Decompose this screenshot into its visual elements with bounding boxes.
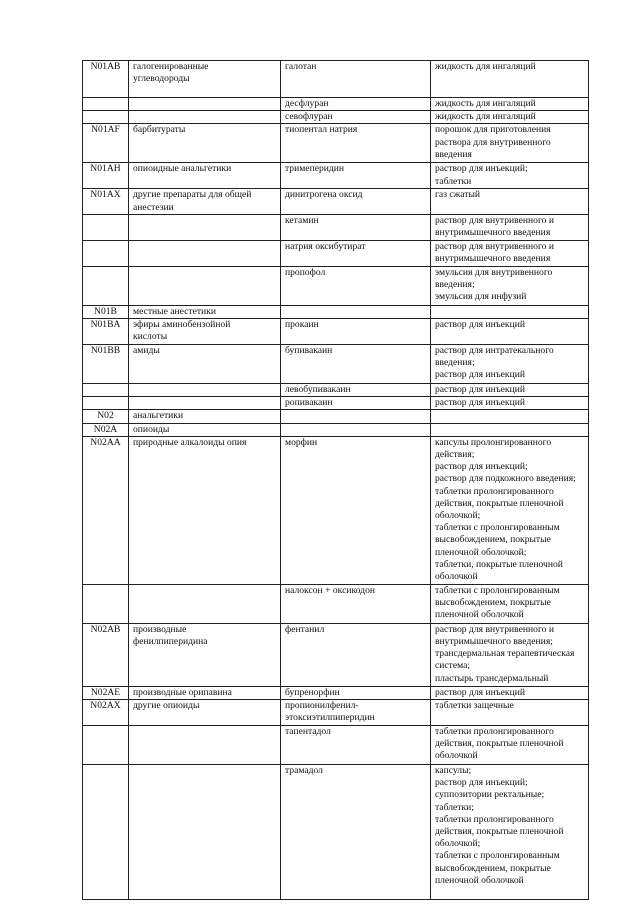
atc-group-cell: производные фенилпиперидина [129,623,281,686]
atc-code-cell: N02AE [83,686,129,699]
atc-group-cell [129,765,281,900]
atc-group-cell [129,726,281,765]
dosage-form-cell: раствор для внутривенного и внутримышечного введения [431,214,589,240]
dosage-form-cell: капсулы; раствор для инъекций; суппозитории ректальные; таблетки; таблетки пролонгированного действия, покрытые пленочной оболочкой; таблетки с пролонгированным высвобождением, покрытые пленочной оболочкой [431,765,589,900]
dosage-form-cell: таблетки с пролонгированным высвобождением, покрытые пленочной оболочкой [431,584,589,623]
drug-name-cell [281,423,431,436]
atc-code-cell: N02AB [83,623,129,686]
table-row [83,623,589,686]
dosage-form-cell: порошок для приготовления раствора для внутривенного введения [431,124,589,163]
drug-name-cell: налоксон + оксикодон [281,584,431,623]
atc-code-cell [83,384,129,397]
atc-code-cell [83,111,129,124]
atc-code-cell: N02AX [83,700,129,726]
atc-code-cell [83,266,129,305]
dosage-form-cell: раствор для инъекций; таблетки [431,163,589,189]
drug-classification-table [82,60,589,900]
table-row [83,345,589,384]
dosage-form-cell: таблетки защечные [431,700,589,726]
atc-group-cell: эфиры аминобензойной кислоты [129,319,281,345]
table-row [83,214,589,240]
drug-name-cell: бупивакаин [281,345,431,384]
atc-group-cell: производные орипавина [129,686,281,699]
table-row [83,240,589,266]
atc-code-cell [83,726,129,765]
atc-code-cell [83,584,129,623]
atc-code-cell: N02AA [83,436,129,584]
drug-name-cell [281,305,431,318]
atc-code-cell: N02A [83,423,129,436]
table-row [83,686,589,699]
atc-group-cell [129,397,281,410]
atc-group-cell: барбитураты [129,124,281,163]
atc-group-cell [129,111,281,124]
dosage-form-cell [431,410,589,423]
atc-group-cell: галогенированные углеводороды [129,61,281,98]
atc-group-cell: другие препараты для общей анестезии [129,189,281,214]
atc-code-cell: N01AH [83,163,129,189]
drug-name-cell: ропивакаин [281,397,431,410]
drug-name-cell: тиопентал натрия [281,124,431,163]
atc-group-cell: анальгетики [129,410,281,423]
table-row [83,700,589,726]
dosage-form-cell: таблетки пролонгированного действия, покрытые пленочной оболочкой [431,726,589,765]
drug-name-cell: десфлуран [281,98,431,111]
dosage-form-cell: газ сжатый [431,189,589,214]
dosage-form-cell [431,305,589,318]
table-row [83,266,589,305]
drug-name-cell: прокаин [281,319,431,345]
table-row [83,584,589,623]
table-row [83,423,589,436]
drug-name-cell: галотан [281,61,431,98]
atc-group-cell [129,240,281,266]
dosage-form-cell: раствор для внутривенного и внутримышечного введения; трансдермальная терапевтическая система; пластырь трансдермальный [431,623,589,686]
dosage-form-cell: раствор для внутривенного и внутримышечного введения [431,240,589,266]
atc-code-cell [83,240,129,266]
table-row [83,163,589,189]
drug-name-cell [281,410,431,423]
drug-name-cell: бупренорфин [281,686,431,699]
atc-code-cell: N01AF [83,124,129,163]
atc-group-cell: опиоиды [129,423,281,436]
table-row [83,765,589,900]
dosage-form-cell: раствор для инъекций [431,686,589,699]
table-row [83,98,589,111]
table-row [83,726,589,765]
drug-name-cell: пропионилфенил- этоксиэтилпиперидин [281,700,431,726]
dosage-form-cell: раствор для инъекций [431,397,589,410]
drug-name-cell: морфин [281,436,431,584]
atc-code-cell: N01BA [83,319,129,345]
table-row [83,410,589,423]
drug-name-cell: левобупивакаин [281,384,431,397]
dosage-form-cell: капсулы пролонгированного действия; раствор для инъекций; раствор для подкожного введения; таблетки пролонгированного действия, покрытые пленочной оболочкой; таблетки с пролонгированным высвобождением, покрытые пленочной оболочкой; таблетки, покрытые пленочной оболочкой [431,436,589,584]
dosage-form-cell: раствор для инъекций [431,384,589,397]
drug-name-cell: кетамин [281,214,431,240]
table-row [83,305,589,318]
table-row [83,124,589,163]
dosage-form-cell [431,423,589,436]
table-row [83,397,589,410]
atc-group-cell: местные анестетики [129,305,281,318]
table-row [83,319,589,345]
table-row [83,111,589,124]
drug-name-cell: пропофол [281,266,431,305]
atc-code-cell: N02 [83,410,129,423]
atc-code-cell [83,765,129,900]
drug-name-cell: фентанил [281,623,431,686]
drug-name-cell: тапентадол [281,726,431,765]
atc-group-cell: природные алкалоиды опия [129,436,281,584]
table-body [83,61,589,900]
atc-group-cell [129,584,281,623]
table-row [83,189,589,214]
drug-name-cell: тримеперидин [281,163,431,189]
atc-code-cell: N01AB [83,61,129,98]
dosage-form-cell: жидкость для ингаляций [431,61,589,98]
atc-group-cell: амиды [129,345,281,384]
atc-code-cell: N01BB [83,345,129,384]
dosage-form-cell: жидкость для ингаляций [431,111,589,124]
atc-group-cell [129,98,281,111]
drug-name-cell: динитрогена оксид [281,189,431,214]
table-row [83,436,589,584]
table-row [83,384,589,397]
drug-name-cell: севофлуран [281,111,431,124]
dosage-form-cell: раствор для интратекального введения; раствор для инъекций [431,345,589,384]
atc-group-cell [129,266,281,305]
dosage-form-cell: жидкость для ингаляций [431,98,589,111]
table-row [83,61,589,98]
atc-group-cell [129,214,281,240]
dosage-form-cell: раствор для инъекций [431,319,589,345]
atc-code-cell: N01AX [83,189,129,214]
atc-group-cell: другие опиоиды [129,700,281,726]
drug-name-cell: трамадол [281,765,431,900]
atc-code-cell [83,98,129,111]
atc-group-cell: опиоидные анальгетики [129,163,281,189]
dosage-form-cell: эмульсия для внутривенного введения; эмульсия для инфузий [431,266,589,305]
atc-code-cell [83,397,129,410]
atc-code-cell: N01B [83,305,129,318]
atc-group-cell [129,384,281,397]
atc-code-cell [83,214,129,240]
drug-name-cell: натрия оксибутират [281,240,431,266]
